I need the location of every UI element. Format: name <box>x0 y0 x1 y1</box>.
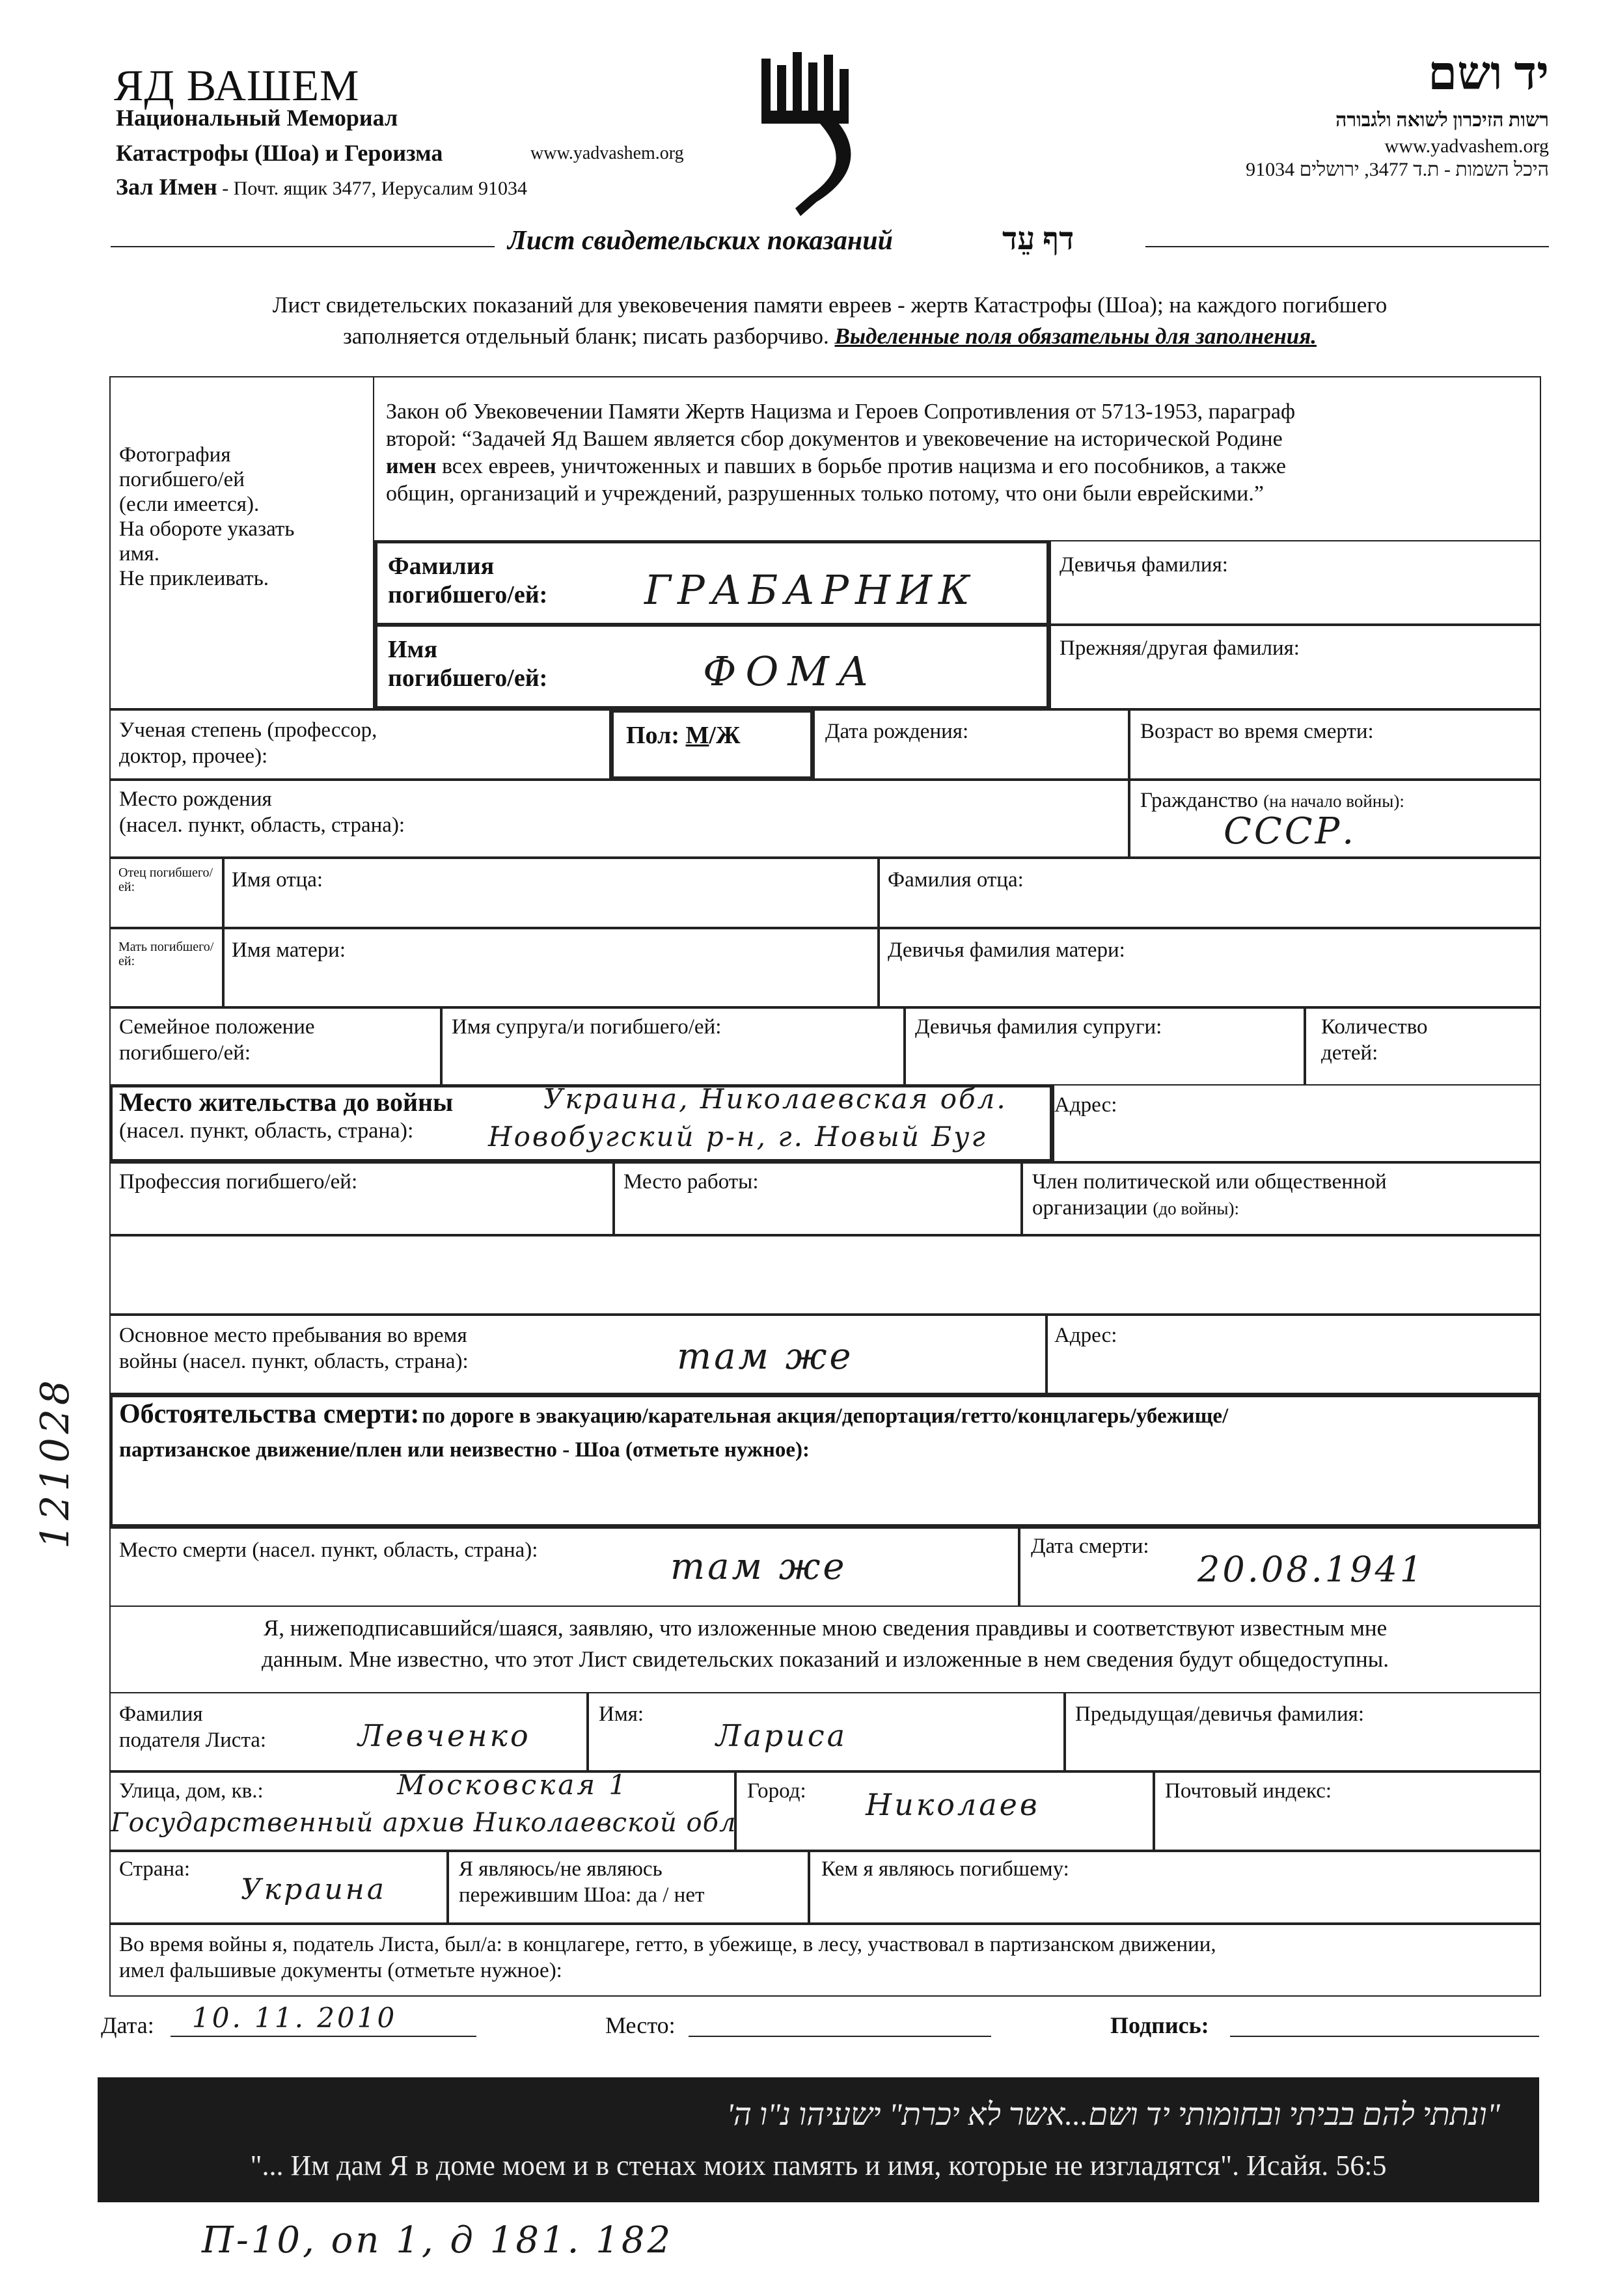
photo-line: (если имеется). <box>119 493 260 516</box>
sex-option-male[interactable]: М <box>685 722 709 749</box>
photo-instructions <box>119 443 366 591</box>
surname-value: ГРАБАРНИК <box>644 566 977 614</box>
signature-label: Подпись: <box>1110 2012 1209 2038</box>
yad-vashem-logo <box>755 46 866 221</box>
org-line1-he: רשות הזיכרון לשואה ולגבורה <box>1335 109 1549 131</box>
residence-value-line2: Новобугский р-н, г. Новый Буг <box>488 1121 987 1153</box>
surname-label <box>388 552 547 609</box>
submitter-prev-surname-label: Предыдущая/девичья фамилия: <box>1075 1702 1365 1726</box>
submitter-country-value: Украина <box>241 1873 387 1906</box>
org-line1: Национальный Мемориал <box>116 105 398 131</box>
org-title-he: יד ושם <box>1428 48 1549 100</box>
relation-label: Кем я являюсь погибшему: <box>821 1857 1069 1881</box>
age-at-death-label: Возраст во время смерти: <box>1140 720 1374 743</box>
law-line3-rest: всех евреев, уничтоженных и павших в борьбе против нацизма и его пособников, а также <box>441 454 1286 478</box>
submitter-wartime-label <box>119 1932 1531 1984</box>
mother-side-label: Мать погибшего/ ей: <box>118 940 214 968</box>
intro-line1: Лист свидетельских показаний для увековечения памяти евреев - жертв Катастрофы (Шоа); на каждого погибшего <box>272 292 1388 318</box>
hall-bold: Зал Имен <box>116 174 217 200</box>
survivor-label-line1: Я являюсь/не являюсь <box>459 1857 663 1881</box>
submitter-city-label: Город: <box>747 1779 806 1803</box>
law-line4: общин, организаций и учреждений, разрушенных только потому, что они были еврейскими.” <box>386 482 1264 506</box>
death-place-label: Место смерти (насел. пункт, область, страна): <box>119 1538 538 1562</box>
surname-label-line1: Фамилия <box>388 553 495 580</box>
firstname-label <box>388 635 547 692</box>
degree-label-line1: Ученая степень (профессор, <box>119 718 377 742</box>
submitter-name-label: Имя: <box>599 1702 644 1726</box>
children-count-label <box>1321 1014 1428 1066</box>
residence-value-line1: Украина, Николаевская обл. <box>543 1083 1007 1115</box>
org-line3-he: היכל השמות - ת.ד 3477, ירושלים 91034 <box>1246 159 1549 180</box>
org-website: www.yadvashem.org <box>530 143 684 163</box>
previous-surname-label: Прежняя/другая фамилия: <box>1060 636 1300 660</box>
birthdate-label: Дата рождения: <box>825 720 969 743</box>
title-rule-right <box>1145 246 1549 247</box>
intro-text <box>111 290 1549 352</box>
sex-option-female[interactable]: /Ж <box>709 722 741 749</box>
quote-banner <box>98 2077 1539 2202</box>
photo-line: На обороте указать <box>119 517 295 541</box>
org-title-ru: ЯД ВАШЕМ <box>114 61 360 110</box>
intro-line2-wrap <box>111 321 1549 352</box>
banner-quote-he: "ונתתי להם בביתי ובחומותי יד ושם...אשר לא יכרת" ישעיהו נ"ו ה' <box>726 2098 1500 2132</box>
submitter-country-label: Страна: <box>119 1857 191 1881</box>
sex-label: Пол: <box>626 722 680 749</box>
death-date-label: Дата смерти: <box>1031 1535 1149 1558</box>
citizenship-value: СССР. <box>1224 810 1357 853</box>
banner-quote-ru: "... Им дам Я в доме моем и в стенах моих память и имя, которые не изгладятся". Исайя. 56:5 <box>250 2150 1387 2181</box>
submitter-surname-line1: Фамилия <box>119 1702 203 1726</box>
submitter-surname-line2: подателя Листа: <box>119 1729 267 1752</box>
profession-label: Профессия погибшего/ей: <box>119 1170 358 1194</box>
signature-line[interactable] <box>1230 2036 1539 2037</box>
marital-label-line1: Семейное положение <box>119 1015 315 1039</box>
death-circ-bold: Обстоятельства смерти: <box>119 1399 420 1429</box>
wartime-place-value: там же <box>677 1335 854 1378</box>
death-place-value: там же <box>670 1546 847 1588</box>
org-website-he: www.yadvashem.org <box>1384 135 1549 157</box>
birthplace-label-line1: Место рождения <box>119 787 272 811</box>
photo-line: погибшего/ей <box>119 468 245 491</box>
hall-of-names-address <box>116 173 527 200</box>
spouse-name-label: Имя супруга/и погибшего/ей: <box>452 1015 722 1039</box>
degree-label-line2: доктор, прочее): <box>119 745 268 768</box>
workplace-label: Место работы: <box>623 1170 759 1194</box>
wartime-address-field[interactable] <box>1046 1315 1541 1394</box>
submitter-surname-value: Левченко <box>358 1718 531 1753</box>
date-line[interactable] <box>171 2036 476 2037</box>
hall-rest: - Почт. ящик 3477, Иерусалим 91034 <box>222 178 527 199</box>
law-names-bold: имен <box>386 454 437 478</box>
death-date-value: 20.08.1941 <box>1197 1549 1425 1590</box>
residence-address-field[interactable] <box>1053 1084 1541 1162</box>
maiden-name-label: Девичья фамилия: <box>1060 553 1228 577</box>
place-line[interactable] <box>689 2036 991 2037</box>
submitter-city-value: Николаев <box>866 1787 1040 1822</box>
law-line2: второй: “Задачей Яд Вашем является сбор документов и увековечение на исторической Родине <box>386 427 1283 451</box>
photo-line: Фотография <box>119 443 231 467</box>
submitter-zip-label: Почтовый индекс: <box>1165 1779 1332 1803</box>
intro-mandatory-note: Выделенные поля обязательны для заполнения. <box>834 323 1317 349</box>
photo-line: имя. <box>119 542 159 566</box>
citizenship-label: Гражданство <box>1140 789 1258 812</box>
survivor-label-line2: пережившим Шоа: да / нет <box>459 1883 705 1907</box>
photo-line: Не приклеивать. <box>119 567 269 590</box>
residence-label-bold: Место жительства до войны <box>119 1087 454 1117</box>
residence-label-line2: (насел. пункт, область, страна): <box>119 1119 414 1143</box>
declaration-line1: Я, нижеподписавшийся/шаяся, заявляю, что изложенные мною сведения правдивы и соответствуют известным мне <box>263 1615 1388 1641</box>
declaration-text <box>109 1613 1541 1675</box>
law-text <box>386 398 1538 508</box>
date-value: 10. 11. 2010 <box>192 2002 398 2034</box>
blank-row[interactable] <box>109 1235 1541 1315</box>
children-label-line1: Количество <box>1321 1015 1428 1039</box>
member-label-line1: Член политической или общественной <box>1032 1170 1387 1194</box>
member-label-line2: организации <box>1032 1196 1148 1220</box>
death-circ-line2: партизанское движение/плен или неизвестно - Шоа (отметьте нужное): <box>119 1438 810 1462</box>
place-label: Место: <box>605 2012 676 2038</box>
bottom-archive-reference: П-10, оп 1, д 181. 182 <box>202 2219 674 2262</box>
survivor-label <box>459 1856 704 1908</box>
wartime-label-line1: Основное место пребывания во время <box>119 1324 467 1347</box>
father-name-label: Имя отца: <box>232 868 323 892</box>
marital-label-line2: погибшего/ей: <box>119 1041 251 1065</box>
wartime-address-label: Адрес: <box>1054 1324 1117 1347</box>
prewar-residence-label <box>119 1088 453 1145</box>
wartime-label-line2: войны (насел. пункт, область, страна): <box>119 1350 469 1373</box>
org-line2: Катастрофы (Шоа) и Героизма <box>116 140 443 166</box>
submitter-name-value: Лариса <box>716 1718 848 1753</box>
death-circ-line1: по дороге в эвакуацию/карательная акция/депортация/гетто/концлагерь/убежище/ <box>422 1404 1229 1428</box>
submitter-street-value1: Московская 1 <box>397 1769 629 1801</box>
firstname-label-line1: Имя <box>388 636 437 663</box>
submitter-street-label: Улица, дом, кв.: <box>119 1779 264 1803</box>
intro-line2: заполняется отдельный бланк; писать разборчиво. <box>342 323 829 349</box>
organization-member-label <box>1032 1169 1387 1222</box>
surname-label-line2: погибшего/ей: <box>388 581 548 608</box>
death-circumstances-label <box>119 1399 1531 1465</box>
margin-archive-number: 121028 <box>33 1376 78 1549</box>
mother-maiden-label: Девичья фамилия матери: <box>888 938 1125 962</box>
birthplace-label <box>119 786 405 838</box>
firstname-value: ФОМА <box>703 648 878 695</box>
member-note: (до войны): <box>1153 1199 1239 1218</box>
submitter-street-value2: Государственный архив Николаевской обл <box>111 1808 737 1838</box>
citizenship-note: (на начало войны): <box>1263 791 1404 811</box>
law-line1: Закон об Увековечении Памяти Жертв Нацизма и Героев Сопротивления от 5713-1953, параграф <box>386 400 1296 424</box>
degree-label <box>119 717 377 769</box>
title-rule-left <box>111 246 495 247</box>
marital-status-label <box>119 1014 315 1066</box>
spouse-maiden-label: Девичья фамилия супруги: <box>915 1015 1162 1039</box>
submitter-wartime-line2: имел фальшивые документы (отметьте нужное): <box>119 1959 562 1982</box>
submitter-surname-label <box>119 1701 266 1753</box>
sex-label-wrap <box>626 721 741 750</box>
mother-name-label: Имя матери: <box>232 938 346 962</box>
firstname-label-line2: погибшего/ей: <box>388 664 548 692</box>
form-title-he: דף עֵד <box>1002 222 1074 256</box>
father-surname-label: Фамилия отца: <box>888 868 1024 892</box>
date-label: Дата: <box>101 2012 154 2038</box>
residence-address-label: Адрес: <box>1054 1093 1117 1117</box>
children-label-line2: детей: <box>1321 1041 1378 1065</box>
declaration-line2: данным. Мне известно, что этот Лист свидетельских показаний и изложенные в нем сведения будут общедоступны. <box>262 1647 1389 1672</box>
father-side-label: Отец погибшего/ ей: <box>118 866 213 894</box>
wartime-place-label <box>119 1322 469 1374</box>
birthplace-label-line2: (насел. пункт, область, страна): <box>119 813 405 837</box>
form-title-ru: Лист свидетельских показаний <box>508 226 893 256</box>
law-line3 <box>386 453 1538 480</box>
submitter-wartime-line1: Во время войны я, податель Листа, был/а: в концлагере, гетто, в убежище, в лесу, участвовал в партизанском движении, <box>119 1933 1216 1956</box>
